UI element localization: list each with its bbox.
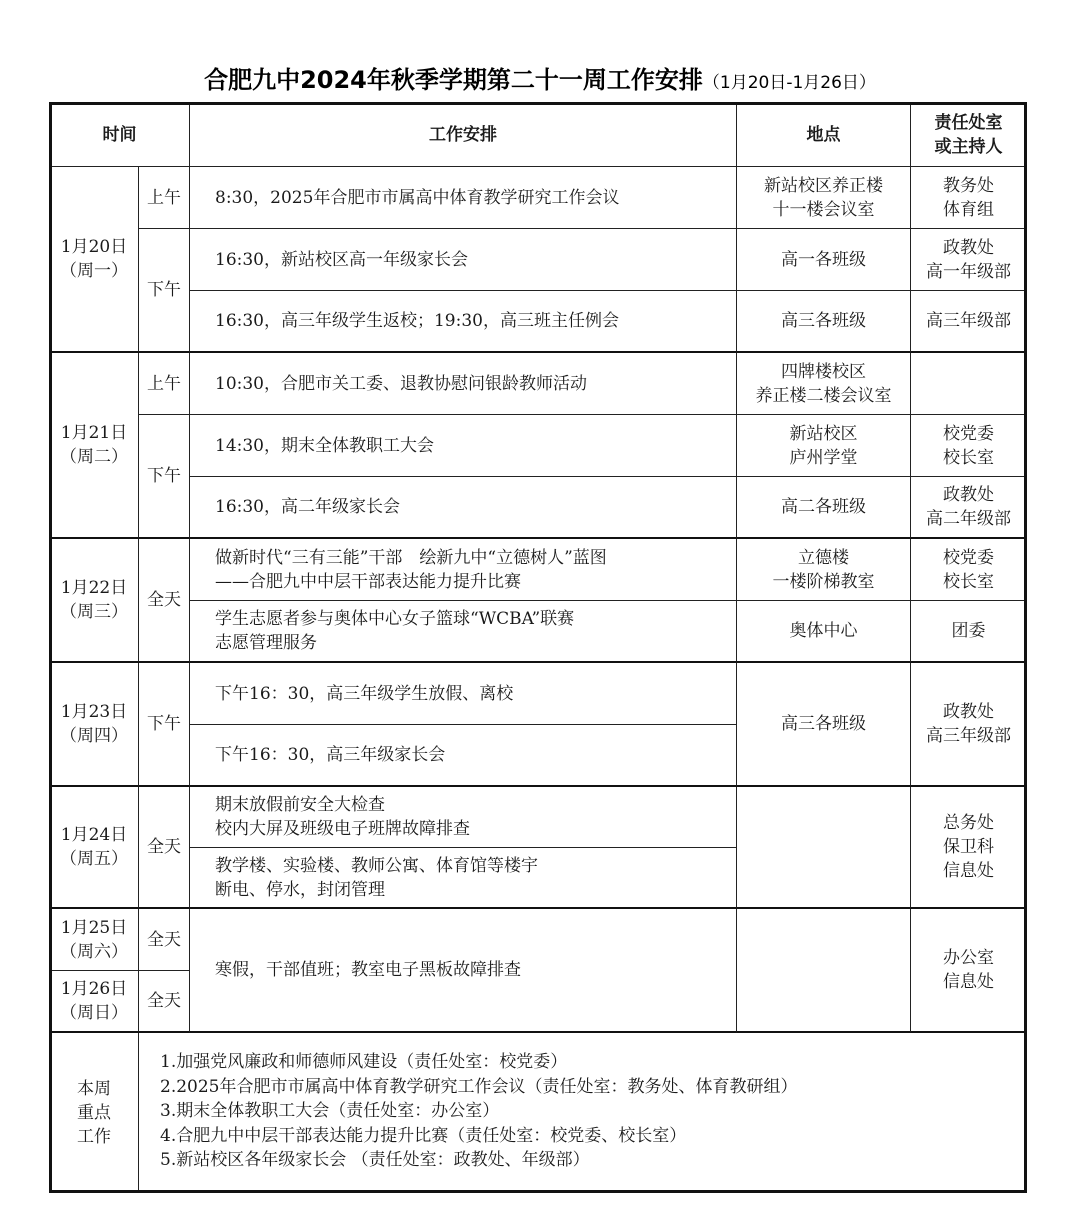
summary-item: 2.2025年合肥市市属高中体育教学研究工作会议（责任处室：教务处、体育教研组）: [160, 1076, 798, 1097]
title-main: 合肥九中2024年秋季学期第二十一周工作安排: [204, 66, 703, 94]
period-cell: 下午: [139, 229, 190, 353]
work-cell: 16:30，高二年级家长会: [190, 477, 737, 539]
period-cell: 下午: [139, 415, 190, 539]
work-cell: 下午16：30，高三年级学生放假、离校: [190, 663, 737, 725]
location-cell: 立德楼 一楼阶梯教室: [737, 539, 911, 601]
work-cell: 学生志愿者参与奥体中心女子篮球“WCBA”联赛 志愿管理服务: [190, 601, 737, 663]
dept-cell: [911, 353, 1027, 415]
work-cell: 教学楼、实验楼、教师公寓、体育馆等楼宇 断电、停水，封闭管理: [190, 848, 737, 909]
dept-cell: 政教处 高三年级部: [911, 663, 1027, 787]
dept-cell: 校党委 校长室: [911, 539, 1027, 601]
date-cell: 1月25日 （周六）: [50, 909, 139, 971]
dept-cell: 办公室 信息处: [911, 909, 1027, 1033]
location-cell: 新站校区养正楼 十一楼会议室: [737, 167, 911, 229]
summary-item: 3.期末全体教职工大会（责任处室：办公室）: [160, 1101, 500, 1121]
dept-cell: 校党委 校长室: [911, 415, 1027, 477]
location-cell: 高三各班级: [737, 663, 911, 787]
date-cell: 1月24日 （周五）: [50, 787, 139, 909]
dept-cell: 高三年级部: [911, 291, 1027, 353]
work-cell: 期末放假前安全大检查 校内大屏及班级电子班牌故障排查: [190, 787, 737, 848]
summary-item: 4.合肥九中中层干部表达能力提升比赛（责任处室：校党委、校长室）: [160, 1125, 687, 1146]
work-cell: 寒假，干部值班；教室电子黑板故障排查: [190, 909, 737, 1033]
date-cell: 1月22日 （周三）: [50, 539, 139, 663]
header-dept: 责任处室 或主持人: [911, 103, 1027, 167]
period-cell: 全天: [139, 971, 190, 1033]
period-cell: 上午: [139, 353, 190, 415]
location-cell: 高三各班级: [737, 291, 911, 353]
title-date-range: （1月20日-1月26日）: [702, 73, 876, 93]
location-cell: 新站校区 庐州学堂: [737, 415, 911, 477]
period-cell: 全天: [139, 787, 190, 909]
dept-cell: 团委: [911, 601, 1027, 663]
location-cell: 四牌楼校区 养正楼二楼会议室: [737, 353, 911, 415]
summary-item: 5.新站校区各年级家长会 （责任处室：政教处、年级部）: [160, 1150, 590, 1170]
summary-label: 本周 重点 工作: [50, 1033, 139, 1193]
location-cell-empty: [737, 787, 911, 909]
date-cell: 1月21日 （周二）: [50, 353, 139, 539]
header-work: 工作安排: [190, 103, 737, 167]
header-time: 时间: [50, 103, 190, 167]
location-cell: 高一各班级: [737, 229, 911, 291]
dept-cell: 总务处 保卫科 信息处: [911, 787, 1027, 909]
date-cell: 1月20日 （周一）: [50, 167, 139, 353]
dept-cell: 政教处 高一年级部: [911, 229, 1027, 291]
header-location: 地点: [737, 103, 911, 167]
work-cell: 16:30，新站校区高一年级家长会: [190, 229, 737, 291]
period-cell: 全天: [139, 539, 190, 663]
location-cell: 奥体中心: [737, 601, 911, 663]
location-cell-empty: [737, 909, 911, 1033]
work-cell: 10:30，合肥市关工委、退教协慰问银龄教师活动: [190, 353, 737, 415]
period-cell: 下午: [139, 663, 190, 787]
date-cell: 1月26日 （周日）: [50, 971, 139, 1033]
work-cell: 做新时代“三有三能”干部 绘新九中“立德树人”蓝图 ——合肥九中中层干部表达能力提升比赛: [190, 539, 737, 601]
dept-cell: 教务处 体育组: [911, 167, 1027, 229]
work-cell: 8:30，2025年合肥市市属高中体育教学研究工作会议: [190, 167, 737, 229]
page-title: [0, 60, 1080, 95]
summary-item: 1.加强党风廉政和师德师风建设（责任处室：校党委）: [160, 1052, 568, 1072]
work-cell: 16:30，高三年级学生返校；19:30，高三班主任例会: [190, 291, 737, 353]
period-cell: 全天: [139, 909, 190, 971]
date-cell: 1月23日 （周四）: [50, 663, 139, 787]
work-cell: 14:30，期末全体教职工大会: [190, 415, 737, 477]
work-cell: 下午16：30，高三年级家长会: [190, 725, 737, 787]
location-cell: 高二各班级: [737, 477, 911, 539]
dept-cell: 政教处 高二年级部: [911, 477, 1027, 539]
summary-list: [160, 1050, 797, 1173]
period-cell: 上午: [139, 167, 190, 229]
